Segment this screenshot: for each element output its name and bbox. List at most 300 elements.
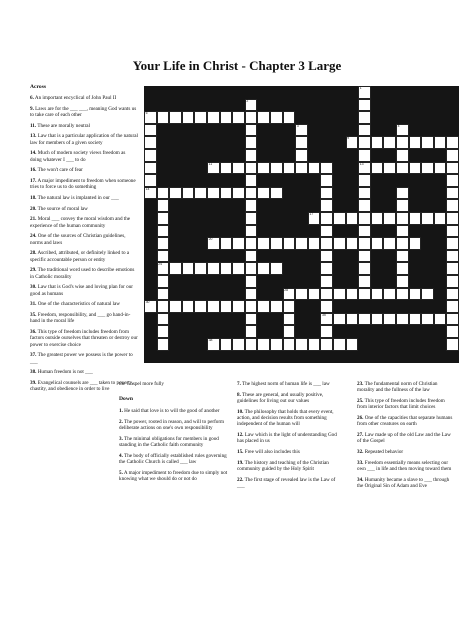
grid-cell[interactable] <box>358 237 371 250</box>
grid-cell[interactable] <box>245 313 258 326</box>
grid-block <box>383 187 396 200</box>
grid-cell[interactable] <box>346 288 359 301</box>
grid-block <box>383 338 396 351</box>
grid-cell[interactable] <box>157 262 170 275</box>
clue-text: The body of officially established rules governing the Catholic Church is called ___ law <box>119 452 227 466</box>
grid-cell[interactable] <box>169 187 182 200</box>
grid-cell[interactable] <box>396 149 409 162</box>
grid-cell[interactable] <box>245 275 258 288</box>
grid-cell[interactable] <box>358 250 371 263</box>
grid-cell[interactable] <box>295 149 308 162</box>
grid-block <box>194 86 207 99</box>
grid-cell[interactable] <box>396 237 409 250</box>
grid-cell[interactable] <box>320 300 333 313</box>
cell-number: 17 <box>309 212 314 216</box>
grid-cell[interactable] <box>245 288 258 301</box>
grid-cell[interactable] <box>295 237 308 250</box>
grid-cell[interactable] <box>144 162 157 175</box>
grid-cell[interactable] <box>333 212 346 225</box>
grid-block <box>220 149 233 162</box>
clue-number: 26. <box>357 414 364 421</box>
grid-cell[interactable] <box>245 237 258 250</box>
grid-cell[interactable] <box>320 212 333 225</box>
grid-cell[interactable] <box>144 136 157 149</box>
grid-cell[interactable] <box>409 313 422 326</box>
grid-cell[interactable] <box>446 275 459 288</box>
grid-cell[interactable] <box>220 162 233 175</box>
grid-cell[interactable] <box>157 338 170 351</box>
clue-number: 20. <box>30 205 37 212</box>
grid-cell[interactable] <box>320 199 333 212</box>
grid-cell[interactable] <box>371 136 384 149</box>
grid-block <box>144 237 157 250</box>
grid-cell[interactable] <box>320 237 333 250</box>
grid-cell[interactable] <box>371 162 384 175</box>
grid-cell[interactable] <box>434 313 447 326</box>
grid-cell[interactable] <box>308 162 321 175</box>
grid-cell[interactable] <box>358 199 371 212</box>
grid-cell[interactable] <box>358 212 371 225</box>
grid-block <box>308 325 321 338</box>
grid-cell[interactable] <box>207 111 220 124</box>
grid-cell[interactable] <box>182 300 195 313</box>
grid-cell[interactable] <box>434 162 447 175</box>
grid-block <box>194 199 207 212</box>
grid-block <box>194 275 207 288</box>
grid-cell[interactable] <box>232 187 245 200</box>
grid-cell[interactable] <box>295 124 308 137</box>
grid-cell[interactable] <box>270 162 283 175</box>
grid-cell[interactable] <box>257 338 270 351</box>
grid-block <box>182 313 195 326</box>
grid-cell[interactable] <box>207 162 220 175</box>
grid-block <box>320 149 333 162</box>
grid-cell[interactable] <box>421 162 434 175</box>
grid-cell[interactable] <box>396 250 409 263</box>
grid-cell[interactable] <box>371 288 384 301</box>
grid-cell[interactable] <box>194 300 207 313</box>
grid-cell[interactable] <box>333 288 346 301</box>
grid-cell[interactable] <box>358 262 371 275</box>
grid-cell[interactable] <box>358 86 371 99</box>
grid-cell[interactable] <box>220 262 233 275</box>
grid-block <box>371 275 384 288</box>
grid-cell[interactable] <box>434 136 447 149</box>
grid-cell[interactable] <box>446 187 459 200</box>
grid-block <box>333 162 346 175</box>
grid-cell[interactable] <box>446 237 459 250</box>
grid-cell[interactable] <box>295 162 308 175</box>
grid-block <box>232 288 245 301</box>
grid-block <box>232 174 245 187</box>
grid-cell[interactable] <box>396 212 409 225</box>
clue-item <box>30 123 138 129</box>
grid-cell[interactable] <box>320 225 333 238</box>
grid-cell[interactable] <box>182 111 195 124</box>
grid-block <box>421 124 434 137</box>
down-clue-list-a <box>119 408 229 482</box>
grid-block <box>434 99 447 112</box>
grid-cell[interactable] <box>245 124 258 137</box>
grid-cell[interactable] <box>207 338 220 351</box>
grid-block <box>409 187 422 200</box>
grid-cell[interactable] <box>308 237 321 250</box>
grid-cell[interactable] <box>358 149 371 162</box>
grid-cell[interactable] <box>396 187 409 200</box>
grid-cell[interactable] <box>346 136 359 149</box>
grid-cell[interactable] <box>396 124 409 137</box>
grid-cell[interactable] <box>245 136 258 149</box>
clue-item <box>237 477 341 490</box>
grid-cell[interactable] <box>358 187 371 200</box>
grid-block <box>308 275 321 288</box>
grid-block <box>144 86 157 99</box>
grid-cell[interactable] <box>320 174 333 187</box>
grid-cell[interactable] <box>245 111 258 124</box>
grid-cell[interactable] <box>144 124 157 137</box>
grid-cell[interactable] <box>409 136 422 149</box>
grid-block <box>308 187 321 200</box>
grid-cell[interactable] <box>358 124 371 137</box>
page-title: Your Life in Christ - Chapter 3 Large <box>132 58 342 73</box>
grid-cell[interactable] <box>157 199 170 212</box>
grid-block <box>308 136 321 149</box>
grid-block <box>257 136 270 149</box>
grid-cell[interactable] <box>446 212 459 225</box>
grid-cell[interactable] <box>270 262 283 275</box>
grid-cell[interactable] <box>446 300 459 313</box>
grid-cell[interactable] <box>245 325 258 338</box>
grid-cell[interactable] <box>371 313 384 326</box>
grid-block <box>194 351 207 364</box>
grid-cell[interactable] <box>257 237 270 250</box>
grid-cell[interactable] <box>446 338 459 351</box>
grid-block <box>421 325 434 338</box>
grid-block <box>333 174 346 187</box>
clue-number: 37. <box>30 352 37 359</box>
grid-cell[interactable] <box>270 300 283 313</box>
grid-block <box>358 325 371 338</box>
grid-cell[interactable] <box>358 288 371 301</box>
grid-cell[interactable] <box>295 338 308 351</box>
grid-block <box>207 250 220 263</box>
clue-number: 13. <box>30 133 37 140</box>
grid-cell[interactable] <box>409 237 422 250</box>
grid-block <box>295 300 308 313</box>
grid-block <box>207 351 220 364</box>
grid-cell[interactable] <box>270 111 283 124</box>
grid-cell[interactable] <box>383 162 396 175</box>
grid-cell[interactable] <box>157 237 170 250</box>
grid-cell[interactable] <box>232 111 245 124</box>
grid-cell[interactable] <box>283 300 296 313</box>
grid-block <box>182 250 195 263</box>
clue-text: Law which is the light of understanding God has placed in us <box>237 431 337 445</box>
grid-cell[interactable] <box>320 262 333 275</box>
grid-cell[interactable] <box>446 325 459 338</box>
grid-cell[interactable] <box>396 162 409 175</box>
grid-cell[interactable] <box>383 212 396 225</box>
grid-block <box>383 86 396 99</box>
grid-cell[interactable] <box>245 174 258 187</box>
grid-cell[interactable] <box>446 174 459 187</box>
grid-cell[interactable] <box>358 174 371 187</box>
grid-cell[interactable] <box>283 237 296 250</box>
grid-cell[interactable] <box>446 250 459 263</box>
grid-cell[interactable] <box>446 288 459 301</box>
grid-cell[interactable] <box>396 313 409 326</box>
grid-cell[interactable] <box>220 187 233 200</box>
grid-cell[interactable] <box>396 136 409 149</box>
grid-cell[interactable] <box>220 111 233 124</box>
grid-cell[interactable] <box>396 225 409 238</box>
grid-cell[interactable] <box>446 262 459 275</box>
grid-block <box>396 99 409 112</box>
grid-cell[interactable] <box>207 300 220 313</box>
grid-cell[interactable] <box>257 300 270 313</box>
grid-cell[interactable] <box>383 237 396 250</box>
grid-cell[interactable] <box>446 162 459 175</box>
grid-cell[interactable] <box>245 162 258 175</box>
grid-cell[interactable] <box>358 275 371 288</box>
grid-block <box>207 136 220 149</box>
grid-cell[interactable] <box>283 313 296 326</box>
grid-block <box>283 275 296 288</box>
grid-block <box>333 250 346 263</box>
grid-block <box>409 351 422 364</box>
clue-number: 1. <box>119 408 123 415</box>
grid-cell[interactable] <box>232 300 245 313</box>
grid-cell[interactable] <box>144 300 157 313</box>
grid-cell[interactable] <box>169 111 182 124</box>
grid-cell[interactable] <box>257 262 270 275</box>
grid-cell[interactable] <box>157 275 170 288</box>
grid-block <box>169 124 182 137</box>
grid-cell[interactable] <box>245 212 258 225</box>
grid-cell[interactable] <box>333 338 346 351</box>
clue-item <box>30 178 138 191</box>
grid-cell[interactable] <box>157 187 170 200</box>
grid-cell[interactable] <box>371 212 384 225</box>
grid-cell[interactable] <box>358 313 371 326</box>
clue-number: 22. <box>237 476 244 483</box>
grid-block <box>169 99 182 112</box>
grid-cell[interactable] <box>257 162 270 175</box>
grid-cell[interactable] <box>245 250 258 263</box>
grid-block <box>434 250 447 263</box>
grid-cell[interactable] <box>245 199 258 212</box>
grid-cell[interactable] <box>245 262 258 275</box>
grid-cell[interactable] <box>396 262 409 275</box>
grid-cell[interactable] <box>308 212 321 225</box>
grid-cell[interactable] <box>144 149 157 162</box>
grid-cell[interactable] <box>270 237 283 250</box>
grid-block <box>371 262 384 275</box>
grid-cell[interactable] <box>320 187 333 200</box>
clue-number: 18. <box>30 195 37 201</box>
grid-cell[interactable] <box>409 212 422 225</box>
grid-cell[interactable] <box>320 250 333 263</box>
grid-cell[interactable] <box>257 111 270 124</box>
grid-cell[interactable] <box>358 136 371 149</box>
grid-block <box>144 313 157 326</box>
grid-cell[interactable] <box>283 325 296 338</box>
grid-cell[interactable] <box>295 136 308 149</box>
grid-cell[interactable] <box>157 111 170 124</box>
grid-cell[interactable] <box>157 313 170 326</box>
grid-cell[interactable] <box>295 288 308 301</box>
grid-cell[interactable] <box>245 225 258 238</box>
grid-cell[interactable] <box>232 237 245 250</box>
grid-cell[interactable] <box>144 174 157 187</box>
grid-cell[interactable] <box>144 111 157 124</box>
clue-column-3 <box>237 381 341 494</box>
clue-text: Human freedom is not ___ <box>36 369 93 376</box>
grid-cell[interactable] <box>371 237 384 250</box>
grid-cell[interactable] <box>283 162 296 175</box>
grid-cell[interactable] <box>194 187 207 200</box>
grid-cell[interactable] <box>396 199 409 212</box>
grid-cell[interactable] <box>446 225 459 238</box>
grid-cell[interactable] <box>320 162 333 175</box>
cell-number: 20 <box>208 237 213 242</box>
grid-cell[interactable] <box>220 338 233 351</box>
grid-block <box>270 212 283 225</box>
grid-block <box>182 136 195 149</box>
grid-cell[interactable] <box>169 300 182 313</box>
grid-block <box>283 187 296 200</box>
grid-cell[interactable] <box>446 199 459 212</box>
grid-cell[interactable] <box>157 225 170 238</box>
grid-cell[interactable] <box>232 162 245 175</box>
grid-cell[interactable] <box>207 187 220 200</box>
grid-block <box>320 124 333 137</box>
grid-cell[interactable] <box>245 338 258 351</box>
grid-cell[interactable] <box>396 288 409 301</box>
grid-cell[interactable] <box>396 275 409 288</box>
grid-cell[interactable] <box>245 187 258 200</box>
grid-block <box>194 136 207 149</box>
grid-cell[interactable] <box>245 99 258 112</box>
grid-cell[interactable] <box>333 237 346 250</box>
grid-cell[interactable] <box>182 262 195 275</box>
grid-cell[interactable] <box>320 313 333 326</box>
grid-cell[interactable] <box>220 237 233 250</box>
grid-block <box>194 250 207 263</box>
grid-block <box>308 199 321 212</box>
grid-cell[interactable] <box>283 288 296 301</box>
grid-cell[interactable] <box>245 149 258 162</box>
grid-cell[interactable] <box>320 288 333 301</box>
grid-block <box>169 237 182 250</box>
grid-cell[interactable] <box>220 300 233 313</box>
grid-block <box>144 288 157 301</box>
grid-cell[interactable] <box>358 99 371 112</box>
grid-block <box>371 338 384 351</box>
grid-cell[interactable] <box>320 325 333 338</box>
grid-cell[interactable] <box>270 187 283 200</box>
clue-item <box>237 409 341 428</box>
grid-cell[interactable] <box>232 262 245 275</box>
grid-cell[interactable] <box>383 136 396 149</box>
grid-cell[interactable] <box>182 187 195 200</box>
clue-item <box>357 415 455 428</box>
grid-block <box>383 325 396 338</box>
grid-cell[interactable] <box>232 338 245 351</box>
grid-cell[interactable] <box>346 237 359 250</box>
grid-block <box>333 351 346 364</box>
grid-cell[interactable] <box>207 262 220 275</box>
grid-cell[interactable] <box>144 187 157 200</box>
grid-cell[interactable] <box>207 237 220 250</box>
grid-cell[interactable] <box>446 136 459 149</box>
grid-cell[interactable] <box>320 338 333 351</box>
grid-cell[interactable] <box>157 212 170 225</box>
grid-cell[interactable] <box>421 288 434 301</box>
grid-block <box>257 351 270 364</box>
grid-cell[interactable] <box>358 111 371 124</box>
grid-cell[interactable] <box>157 325 170 338</box>
grid-cell[interactable] <box>333 313 346 326</box>
grid-cell[interactable] <box>283 338 296 351</box>
grid-cell[interactable] <box>421 212 434 225</box>
grid-block <box>283 262 296 275</box>
grid-cell[interactable] <box>434 212 447 225</box>
grid-block <box>283 199 296 212</box>
grid-block <box>270 136 283 149</box>
grid-cell[interactable] <box>169 262 182 275</box>
grid-cell[interactable] <box>194 111 207 124</box>
grid-cell[interactable] <box>257 187 270 200</box>
grid-cell[interactable] <box>346 313 359 326</box>
grid-cell[interactable] <box>383 313 396 326</box>
grid-cell[interactable] <box>283 111 296 124</box>
grid-cell[interactable] <box>308 288 321 301</box>
grid-block <box>257 313 270 326</box>
grid-cell[interactable] <box>157 300 170 313</box>
grid-block <box>257 325 270 338</box>
grid-block <box>346 199 359 212</box>
grid-cell[interactable] <box>409 162 422 175</box>
grid-block <box>220 351 233 364</box>
grid-block <box>144 99 157 112</box>
grid-cell[interactable] <box>446 313 459 326</box>
grid-block <box>232 225 245 238</box>
grid-cell[interactable] <box>409 288 422 301</box>
grid-cell[interactable] <box>346 338 359 351</box>
grid-cell[interactable] <box>270 338 283 351</box>
grid-cell[interactable] <box>245 300 258 313</box>
cell-number: 14 <box>145 186 150 191</box>
grid-block <box>421 86 434 99</box>
grid-block <box>333 187 346 200</box>
grid-cell[interactable] <box>320 275 333 288</box>
grid-cell[interactable] <box>157 250 170 263</box>
grid-block <box>383 225 396 238</box>
grid-cell[interactable] <box>194 262 207 275</box>
grid-cell[interactable] <box>358 225 371 238</box>
grid-block <box>346 99 359 112</box>
grid-cell[interactable] <box>421 313 434 326</box>
grid-cell[interactable] <box>383 288 396 301</box>
grid-cell[interactable] <box>446 149 459 162</box>
grid-cell[interactable] <box>308 338 321 351</box>
grid-cell[interactable] <box>157 288 170 301</box>
clue-item <box>30 301 138 307</box>
grid-cell[interactable] <box>358 162 371 175</box>
grid-cell[interactable] <box>421 136 434 149</box>
grid-cell[interactable] <box>346 212 359 225</box>
